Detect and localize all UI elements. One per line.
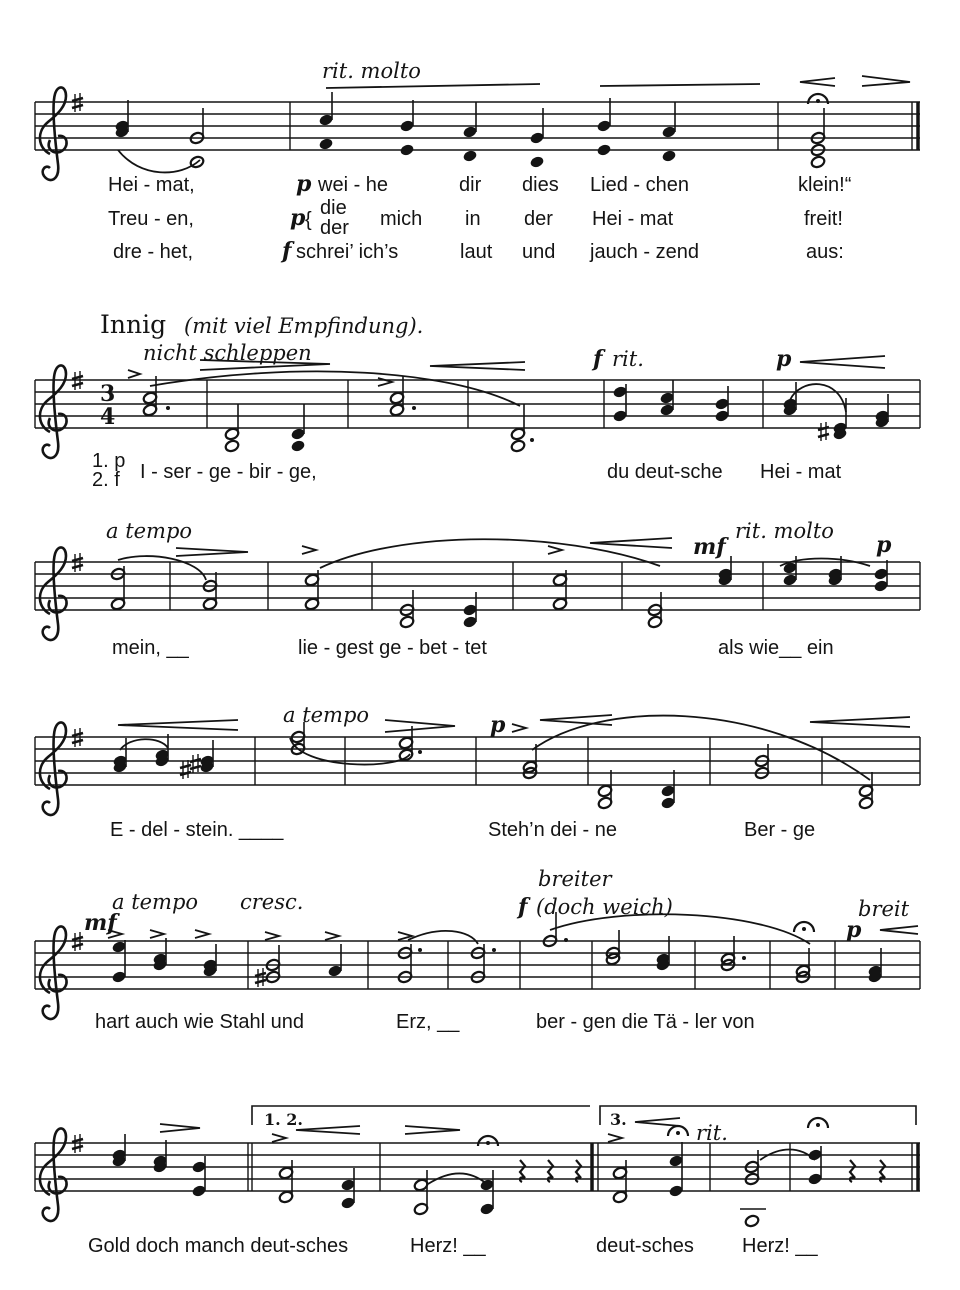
svg-text:1. p: 1. p xyxy=(92,450,126,472)
tempo-word: Innig xyxy=(100,310,167,339)
dynamic-p: p xyxy=(846,917,862,943)
verse-marks xyxy=(92,450,125,491)
tempo-qualifier: (mit viel Empfindung). xyxy=(184,314,424,338)
svg-text:deut-sches: deut-sches xyxy=(596,1235,694,1257)
system-4 xyxy=(35,703,920,841)
system-2 xyxy=(35,341,920,491)
lyrics xyxy=(110,819,815,841)
svg-text:Erz, __: Erz, __ xyxy=(396,1011,460,1033)
svg-text:aus:: aus: xyxy=(806,241,844,263)
svg-text:schrei’ ich’s: schrei’ ich’s xyxy=(296,241,399,263)
system-5 xyxy=(35,867,920,1033)
notes xyxy=(142,376,890,453)
lyrics xyxy=(112,637,834,659)
staff-lines xyxy=(35,102,920,150)
verse-3 xyxy=(113,238,844,264)
svg-text:die: die xyxy=(320,197,347,219)
direction-a-tempo: a tempo xyxy=(106,519,193,543)
svg-text:Lied - chen: Lied - chen xyxy=(590,174,689,196)
direction-doch-weich: (doch weich) xyxy=(536,895,673,919)
direction-breit: breit xyxy=(858,897,910,921)
svg-text:ber - gen die Tä - ler v: ber - gen die Tä - ler von xyxy=(536,1011,755,1033)
svg-text:Hei - mat: Hei - mat xyxy=(592,208,674,230)
dynamic-p: p xyxy=(290,205,306,231)
system-6 xyxy=(35,1106,920,1257)
dynamic-p: p xyxy=(776,346,792,372)
slurs-hairpins xyxy=(118,76,910,172)
svg-text:dre - het,: dre - het, xyxy=(113,241,194,263)
dynamic-p: p xyxy=(876,532,892,558)
direction-a-tempo: a tempo xyxy=(283,703,370,727)
svg-text:lie - gest ge - bet - t: lie - gest ge - bet - tet xyxy=(298,637,487,659)
svg-text:und: und xyxy=(522,241,556,263)
svg-text:hart auch wie Stahl und: hart auch wie Stahl und xyxy=(95,1011,305,1033)
svg-text:2. f: 2. f xyxy=(92,469,120,491)
tempo-heading xyxy=(100,310,423,339)
verse-1 xyxy=(108,171,851,197)
verse-2 xyxy=(108,197,843,239)
svg-text:wei - he: wei - he xyxy=(318,174,389,196)
lyrics xyxy=(88,1235,818,1257)
volta-3: 3. xyxy=(610,1110,627,1129)
svg-text:Treu - en,: Treu - en, xyxy=(108,208,194,230)
svg-text:mich: mich xyxy=(380,208,423,230)
dynamic-f: f xyxy=(282,238,292,264)
dynamic-p: p xyxy=(296,171,312,197)
direction-rit-molto: rit. molto xyxy=(322,59,421,83)
svg-text:klein!“: klein!“ xyxy=(798,174,852,196)
volta-1-2: 1. 2. xyxy=(264,1110,303,1129)
time-sig-top: 3 xyxy=(100,381,116,407)
dynamic-mf: mf xyxy=(693,534,726,560)
lyrics xyxy=(95,1011,755,1033)
svg-text:Herz! __: Herz! __ xyxy=(742,1235,818,1257)
svg-text:I - ser - ge - bir -: I - ser - ge - bir - ge, xyxy=(140,461,317,483)
svg-text:{: { xyxy=(305,209,312,231)
direction-breiter: breiter xyxy=(538,867,612,891)
svg-text:dies: dies xyxy=(522,174,559,196)
svg-text:Herz! __: Herz! __ xyxy=(410,1235,486,1257)
dynamic-f: f xyxy=(518,894,528,920)
direction-cresc: cresc. xyxy=(240,890,304,914)
notes xyxy=(110,556,889,629)
direction-rit: rit. xyxy=(696,1121,728,1145)
svg-text:als wie__ ein: als wie__ ein xyxy=(718,637,834,659)
direction-rit: rit. xyxy=(612,347,644,371)
notes xyxy=(114,92,828,169)
slurs-hairpins xyxy=(118,715,910,780)
volta-brackets xyxy=(252,1106,916,1125)
svg-text:Gold doch manch deut-sches: Gold doch manch deut-sches xyxy=(88,1235,349,1257)
dynamic-f: f xyxy=(593,346,603,372)
dynamic-p: p xyxy=(490,712,506,738)
lyrics xyxy=(140,461,842,483)
direction-rit-molto: rit. molto xyxy=(735,519,834,543)
slurs-hairpins xyxy=(108,914,918,944)
svg-text:Ber - ge: Ber - ge xyxy=(744,819,816,841)
svg-text:Hei - mat: Hei - mat xyxy=(760,461,842,483)
svg-text:mein, __: mein, __ xyxy=(112,637,189,659)
system-3 xyxy=(35,519,920,659)
dynamic-mf: mf xyxy=(84,910,117,936)
svg-text:der: der xyxy=(524,208,553,230)
svg-text:der: der xyxy=(320,217,349,239)
svg-text:Steh’n dei - ne: Steh’n dei - ne xyxy=(488,819,617,841)
svg-text:dir: dir xyxy=(459,174,482,196)
direction-nicht-schleppen: nicht schleppen xyxy=(143,341,312,365)
svg-text:E - del - stein. ____: E - del - stein. ____ xyxy=(110,819,284,841)
notes xyxy=(111,1118,885,1228)
svg-text:in: in xyxy=(465,208,481,230)
svg-text:freit!: freit! xyxy=(804,208,843,230)
direction-a-tempo: a tempo xyxy=(112,890,199,914)
svg-text:jauch - zend: jauch - zend xyxy=(590,241,699,263)
notes xyxy=(111,912,883,987)
svg-text:laut: laut xyxy=(460,241,493,263)
time-sig-bottom: 4 xyxy=(100,404,116,430)
svg-text:Hei - mat,: Hei - mat, xyxy=(108,174,195,196)
svg-text:du deut-sche: du deut-sche xyxy=(607,461,723,483)
system-1 xyxy=(35,59,920,264)
